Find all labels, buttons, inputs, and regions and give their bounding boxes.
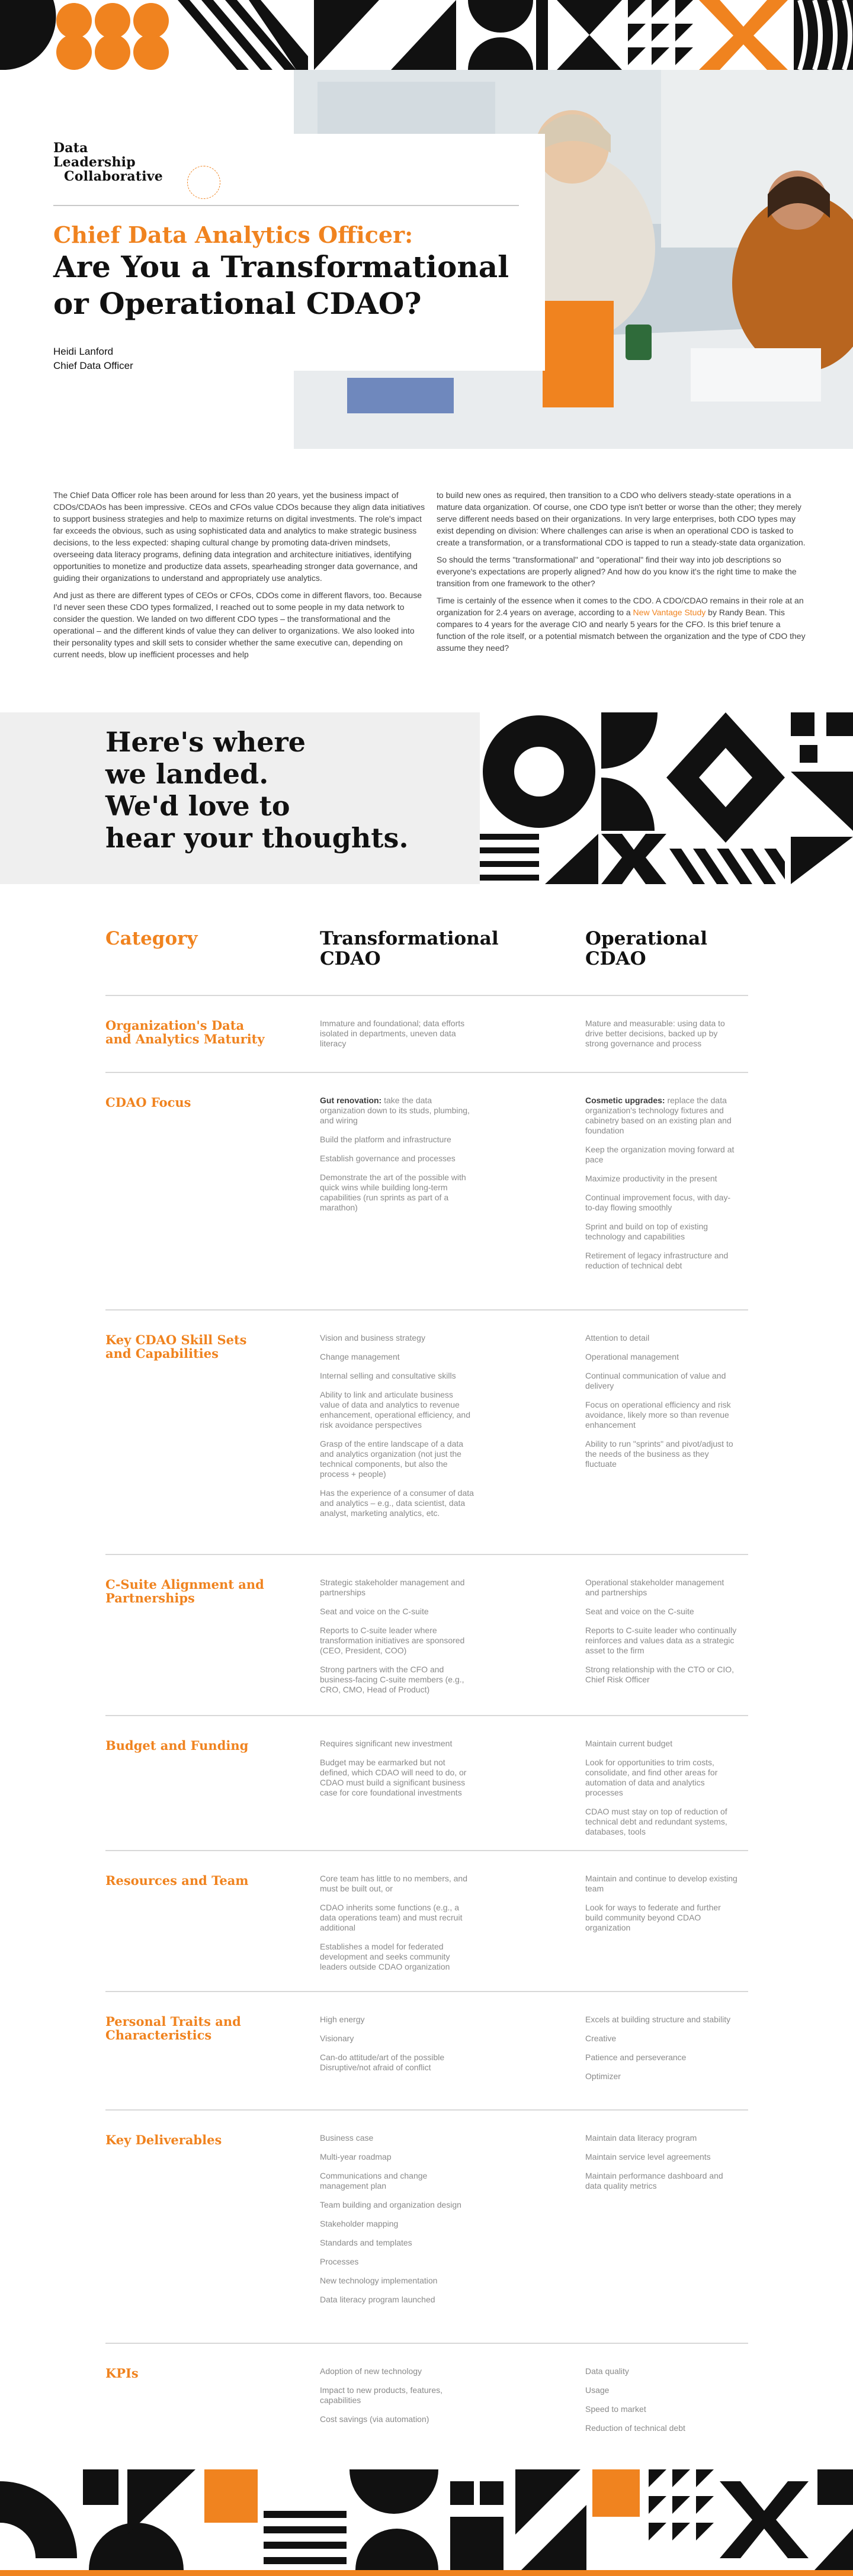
item-text: Speed to market <box>585 2404 646 2414</box>
item-text: Maintain and continue to develop existing team <box>585 1874 737 1893</box>
table-row <box>105 1850 748 1971</box>
item-text: High energy <box>320 2015 365 2024</box>
list-item <box>320 1903 474 1933</box>
hero-divider <box>53 205 519 206</box>
item-text: Continual improvement focus, with day-to-day flowing smoothly <box>585 1193 731 1212</box>
list-item <box>320 2152 474 2162</box>
table-row <box>105 2109 748 2304</box>
list-item <box>320 1488 474 1518</box>
geometric-pattern-top <box>0 0 853 70</box>
intro-column-right <box>437 489 809 659</box>
item-emphasis: Cosmetic upgrades: <box>585 1096 665 1105</box>
list-item <box>320 2295 474 2305</box>
item-text: Focus on operational efficiency and risk avoidance, likely more so than revenue enhancement <box>585 1400 731 1430</box>
item-text: Core team has little to no members, and must be built out, or <box>320 1874 468 1893</box>
item-text: Usage <box>585 2385 610 2395</box>
item-text: Maintain current budget <box>585 1739 673 1748</box>
list-item <box>320 1333 474 1343</box>
list-item <box>320 1135 474 1145</box>
table-row <box>105 1991 748 2081</box>
item-text: Operational management <box>585 1352 679 1361</box>
list-item <box>585 2071 739 2082</box>
operational-cell <box>585 2133 739 2200</box>
list-item <box>585 1371 739 1391</box>
item-text: Creative <box>585 2034 617 2043</box>
list-item <box>585 1626 739 1656</box>
transformational-cell <box>320 1333 474 1527</box>
logo-line-1: Data <box>53 140 88 156</box>
table-row <box>105 1072 748 1270</box>
geometric-pattern-middle <box>480 712 853 884</box>
item-text: Reduction of technical debt <box>585 2423 685 2433</box>
list-item <box>585 1758 739 1798</box>
operational-cell <box>585 2015 739 2090</box>
column-header-transformational: Transformational CDAO <box>320 928 499 969</box>
item-text: Impact to new products, features, capabilities <box>320 2385 442 2405</box>
list-item <box>585 2015 739 2025</box>
item-text: Processes <box>320 2257 359 2266</box>
row-category-label: KPIs <box>105 2366 139 2381</box>
logo-line-2: Leadership <box>53 155 136 170</box>
row-category-label: Key Deliverables <box>105 2132 222 2147</box>
item-text: Maintain service level agreements <box>585 2152 711 2161</box>
item-text: Establish governance and processes <box>320 1154 456 1163</box>
transformational-cell <box>320 1739 474 1807</box>
landed-line: we landed. <box>105 758 269 790</box>
list-item <box>320 1607 474 1617</box>
item-text: Reports to C-suite leader who continually reinforces and values data as a strategic asset to the firm <box>585 1626 737 1655</box>
list-item <box>320 1371 474 1381</box>
item-text: Requires significant new investment <box>320 1739 453 1748</box>
transformational-cell <box>320 1096 474 1222</box>
list-item <box>585 2404 739 2414</box>
author-block <box>53 345 133 373</box>
item-text: Retirement of legacy infrastructure and reduction of technical debt <box>585 1251 729 1270</box>
item-text: Seat and voice on the C-suite <box>585 1607 694 1616</box>
data-leadership-collaborative-logo <box>53 141 207 184</box>
item-text: Sprint and build on top of existing technology and capabilities <box>585 1222 708 1241</box>
list-item <box>585 1439 739 1469</box>
operational-cell <box>585 1874 739 1942</box>
intro-paragraph: And just as there are different types of CEOs or CFOs, CDOs come in different flavors, too. Because I'd never seen these CDO types formalized, I reached out to some people in my data network to consider the question. We landed on two different CDO types – the transformational and the operational – and the different kinds of value they can deliver to organizations. We also looked into their personality types and skill sets to consider whether the same executive can, depending on current needs, blow up inefficient processes and help <box>53 590 422 659</box>
item-text: Excels at building structure and stability <box>585 2015 731 2024</box>
intro-paragraph <box>437 595 809 654</box>
item-text: Team building and organization design <box>320 2200 461 2209</box>
item-text: Change management <box>320 1352 400 1361</box>
item-text: Maintain performance dashboard and data quality metrics <box>585 2171 723 2190</box>
item-text: Data literacy program launched <box>320 2295 435 2304</box>
list-item <box>320 1096 474 1126</box>
list-item <box>320 1390 474 1430</box>
list-item <box>320 2276 474 2286</box>
intro-text: Time is certainly of the essence when it comes to the CDO. A CDO/CDAO remains in their role at an organization for 2.4 years on average, according to a <box>437 596 804 617</box>
item-text: Patience and perseverance <box>585 2053 687 2062</box>
item-text: take the data organization down to its studs, plumbing, and wiring <box>320 1096 470 1125</box>
item-text: Demonstrate the art of the possible with quick wins while building long-term capabilities (run sprints as part of a marathon) <box>320 1173 466 1212</box>
item-text: Maximize productivity in the present <box>585 1174 717 1183</box>
operational-cell <box>585 1578 739 1694</box>
item-text: Grasp of the entire landscape of a data and analytics organization (not just the technical components, but also the process + people) <box>320 1439 464 1479</box>
list-item <box>585 1096 739 1136</box>
item-text: Maintain data literacy program <box>585 2133 697 2143</box>
item-text: Multi-year roadmap <box>320 2152 392 2161</box>
intro-paragraph: So should the terms "transformational" and "operational" find their way into job descriptions so everyone's expectations are properly aligned? And how do you know it's the right time to make the transition from one framework to the other? <box>437 555 797 588</box>
table-row <box>105 995 748 1048</box>
list-item <box>585 1174 739 1184</box>
list-item <box>585 1578 739 1598</box>
item-text: Strategic stakeholder management and partnerships <box>320 1578 465 1597</box>
list-item <box>320 2238 474 2248</box>
list-item <box>585 1251 739 1271</box>
item-text: Stakeholder mapping <box>320 2219 399 2228</box>
hero-subtitle: Chief Data Analytics Officer: <box>53 221 413 248</box>
list-item <box>585 1333 739 1343</box>
hero-title: Are You a Transformational or Operational CDAO? <box>53 249 509 321</box>
author-role: Chief Data Officer <box>53 360 133 371</box>
geometric-pattern-bottom <box>0 2469 853 2570</box>
operational-cell <box>585 2366 739 2442</box>
table-row <box>105 1554 748 1694</box>
list-item <box>320 2366 474 2376</box>
list-item <box>320 2257 474 2267</box>
row-category-label: Organization's Data and Analytics Maturity <box>105 1018 265 1046</box>
item-text: Cost savings (via automation) <box>320 2414 429 2424</box>
item-text: Ability to link and articulate business value of data and analytics to revenue enhancement, operational efficiency, and risk avoidance perspectives <box>320 1390 470 1430</box>
item-text: Can-do attitude/art of the possible Disruptive/not afraid of conflict <box>320 2053 445 2072</box>
item-text: replace the data organization's technology fixtures and cabinetry based on an existing plan and foundation <box>585 1096 732 1135</box>
list-item <box>320 2034 474 2044</box>
transformational-cell <box>320 2015 474 2082</box>
column-header-operational: Operational CDAO <box>585 928 707 969</box>
row-category-label: Budget and Funding <box>105 1738 249 1753</box>
list-item <box>320 1019 474 1049</box>
list-item <box>585 1903 739 1933</box>
landed-line: hear your thoughts. <box>105 822 409 854</box>
transformational-cell <box>320 1578 474 1704</box>
list-item <box>320 2414 474 2424</box>
list-item <box>585 1807 739 1837</box>
list-item <box>585 1019 739 1049</box>
table-row <box>105 1309 748 1518</box>
list-item <box>585 2133 739 2143</box>
item-text: Budget may be earmarked but not defined, which CDAO will need to do, or CDAO must build a significant business case for core foundational investments <box>320 1758 467 1797</box>
transformational-cell <box>320 2133 474 2314</box>
item-text: CDAO inherits some functions (e.g., a data operations team) and must recruit additional <box>320 1903 463 1932</box>
list-item <box>585 2034 739 2044</box>
bottom-accent-rule <box>0 2570 853 2576</box>
item-emphasis: Gut renovation: <box>320 1096 382 1105</box>
row-category-label: Resources and Team <box>105 1873 249 1888</box>
list-item <box>320 1578 474 1598</box>
row-category-label: C-Suite Alignment and Partnerships <box>105 1577 264 1605</box>
item-text: Visionary <box>320 2034 354 2043</box>
list-item <box>585 1145 739 1165</box>
list-item <box>320 2171 474 2191</box>
logo-line-3: Collaborative <box>64 169 163 184</box>
item-text: Look for ways to federate and further build community beyond CDAO organization <box>585 1903 721 1932</box>
landed-heading <box>105 726 461 854</box>
column-header-category: Category <box>105 928 198 949</box>
item-text: Attention to detail <box>585 1333 650 1342</box>
item-text: Continual communication of value and delivery <box>585 1371 726 1390</box>
list-item <box>585 1222 739 1242</box>
list-item <box>320 1154 474 1164</box>
list-item <box>320 1626 474 1656</box>
list-item <box>320 1874 474 1894</box>
top-pattern-banner <box>0 0 853 70</box>
landed-line: We'd love to <box>105 790 290 822</box>
intro-text: by Randy Bean. This compares to 4 years for the average CIO and nearly 5 years for the CFO. Is this brief tenure a function of the role itself, or a potential mismatch between the organization and the type of CDO they assume they need? <box>437 608 806 653</box>
list-item <box>585 2423 739 2433</box>
list-item <box>320 1173 474 1213</box>
operational-cell <box>585 1096 739 1280</box>
item-text: Ability to run "sprints" and pivot/adjust to the needs of the business as they fluctuate <box>585 1439 733 1469</box>
list-item <box>320 2053 474 2073</box>
item-text: Has the experience of a consumer of data and analytics – e.g., data scientist, data analyst, marketing analytics, etc. <box>320 1488 474 1518</box>
table-row <box>105 1715 748 1836</box>
list-item <box>585 2366 739 2376</box>
item-text: Establishes a model for federated development and seeks community leaders outside CDAO organization <box>320 1942 450 1971</box>
list-item <box>320 2015 474 2025</box>
item-text: Standards and templates <box>320 2238 412 2247</box>
list-item <box>320 2133 474 2143</box>
intro-paragraph: to build new ones as required, then transition to a CDO who delivers steady-state operations in a mature data organization. Of course, one CDO type isn't better or worse than the other; they merely serve different needs based on their organizations. In very large enterprises, both CDO types may exist depending on division: Where challenges can arise is when an operational CDO is tasked to create a transformation, or a transformational CDO is tapped to run a steady-state data organization. <box>437 490 806 547</box>
list-item <box>320 2200 474 2210</box>
list-item <box>585 1352 739 1362</box>
item-text: Data quality <box>585 2366 629 2376</box>
list-item <box>320 1352 474 1362</box>
list-item <box>320 1942 474 1972</box>
list-item <box>585 2385 739 2395</box>
logo-ring-icon <box>187 166 220 199</box>
list-item <box>585 1607 739 1617</box>
item-text: Operational stakeholder management and partnerships <box>585 1578 724 1597</box>
transformational-cell <box>320 1874 474 1981</box>
table-row <box>105 2343 748 2433</box>
row-category-label: CDAO Focus <box>105 1095 191 1110</box>
list-item <box>320 2219 474 2229</box>
item-text: Communications and change management plan <box>320 2171 428 2190</box>
item-text: Mature and measurable: using data to drive better decisions, backed up by strong governance and process <box>585 1019 725 1048</box>
item-text: Reports to C-suite leader where transformation initiatives are sponsored (CEO, President, COO) <box>320 1626 465 1655</box>
intro-column-left <box>53 489 425 666</box>
item-text: Vision and business strategy <box>320 1333 425 1342</box>
item-text: Strong partners with the CFO and business-facing C-suite members (e.g., CRO, CMO, Head of Product) <box>320 1665 464 1694</box>
landed-line: Here's where <box>105 726 306 758</box>
intro-paragraph: The Chief Data Officer role has been around for less than 20 years, yet the business impact of CDOs/CDAOs has been impressive. CEOs and CFOs value CDOs because they align data initiatives to support business strategies and help to maximize returns on digital investments. The role's impact far exceeds the obvious, such as using sophisticated data and analytics to make strategic business decisions, to the less expected: shaping cultural change by promoting data-driven mindsets, overseeing data literacy programs, defining data integration and architecture initiatives, identifying opportunities to monetize and productize data assets, spearheading stronger data governance, and guiding their organizations to understand and appropriately use analytics. <box>53 490 425 583</box>
row-category-label: Personal Traits and Characteristics <box>105 2014 241 2042</box>
list-item <box>585 2152 739 2162</box>
list-item <box>585 1665 739 1685</box>
landed-pattern <box>480 712 853 884</box>
item-text: Build the platform and infrastructure <box>320 1135 451 1144</box>
operational-cell <box>585 1019 739 1058</box>
item-text: Internal selling and consultative skills <box>320 1371 456 1380</box>
list-item <box>320 1665 474 1695</box>
list-item <box>585 1400 739 1430</box>
transformational-cell <box>320 1019 474 1058</box>
bottom-pattern-banner <box>0 2469 853 2570</box>
list-item <box>585 2171 739 2191</box>
item-text: Optimizer <box>585 2071 621 2081</box>
list-item <box>320 1739 474 1749</box>
list-item <box>585 1874 739 1894</box>
item-text: Strong relationship with the CTO or CIO, Chief Risk Officer <box>585 1665 735 1684</box>
operational-cell <box>585 1333 739 1478</box>
item-text: New technology implementation <box>320 2276 438 2285</box>
list-item <box>320 1758 474 1798</box>
author-name: Heidi Lanford <box>53 346 114 357</box>
item-text: Business case <box>320 2133 374 2143</box>
list-item <box>585 2053 739 2063</box>
item-text: Seat and voice on the C-suite <box>320 1607 429 1616</box>
item-text: Look for opportunities to trim costs, consolidate, and find other areas for automation of data and analytics processes <box>585 1758 718 1797</box>
list-item <box>320 2385 474 2405</box>
item-text: Immature and foundational; data efforts isolated in departments, uneven data literacy <box>320 1019 465 1048</box>
new-vantage-study-link[interactable]: New Vantage Study <box>633 608 706 617</box>
list-item <box>585 1739 739 1749</box>
list-item <box>585 1193 739 1213</box>
row-category-label: Key CDAO Skill Sets and Capabilities <box>105 1332 247 1361</box>
item-text: Keep the organization moving forward at pace <box>585 1145 735 1164</box>
list-item <box>320 1439 474 1479</box>
operational-cell <box>585 1739 739 1846</box>
transformational-cell <box>320 2366 474 2433</box>
item-text: CDAO must stay on top of reduction of technical debt and redundant systems, databases, tools <box>585 1807 727 1836</box>
item-text: Adoption of new technology <box>320 2366 422 2376</box>
